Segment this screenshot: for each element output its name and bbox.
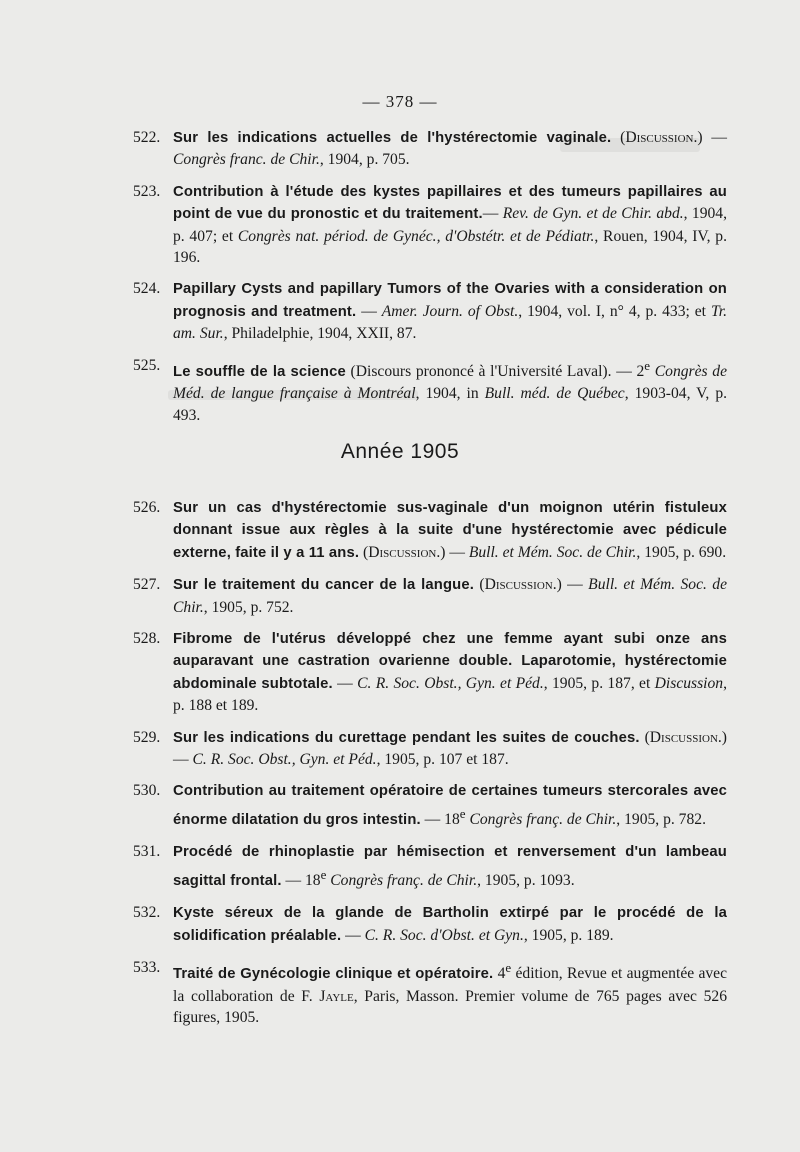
entry-journal: Amer. Journ. of Obst. (381, 302, 519, 320)
entry-citation: , 1905, p. 189. (523, 926, 614, 944)
entry-journal: Congrès franc. de Chir. (173, 151, 320, 169)
list-item (133, 127, 727, 171)
entry-title: Traité de Gynécologie clinique et opératoire. (173, 966, 494, 983)
entry-smallcaps: Jayle (319, 987, 354, 1005)
entry-journal: C. R. Soc. Obst., Gyn. et Péd. (357, 674, 544, 692)
entry-text: ( (611, 129, 626, 146)
entry-text: , 1904, vol. I, n° 4, p. 433; et (518, 302, 711, 320)
entry-journal: Discussion (654, 674, 724, 692)
entry-title: Sur les indications actuelles de l'hystérectomie vaginale. (173, 130, 612, 146)
entry-citation: , 1905, p. 107 et 187. (376, 751, 509, 769)
entry-text: 4 (493, 965, 506, 983)
section-heading-year (0, 440, 800, 464)
list-item (133, 780, 727, 831)
entry-text: , 1904, p. 407; et (173, 205, 728, 245)
entry-title: Sur un cas d'hystérectomie sus-vaginale d'un moignon utérin fistuleux donnant issue aux règles à la suite d'une hystérectomie avec pédicule externe, faite il y a 11 ans. (173, 500, 727, 561)
entry-text: .) — (693, 129, 727, 146)
entry-journal: Bull. et Mém. Soc. de Chir. (173, 576, 728, 616)
list-item (133, 355, 727, 426)
entry-journal: Bull. et Mém. Soc. de Chir. (468, 543, 637, 561)
entry-citation: , 1904, p. 705. (319, 151, 410, 169)
entry-number: 522. (133, 129, 161, 146)
entry-citation: , 1903-04, V, p. 493. (173, 385, 728, 424)
entry-journal: Congrès nat. périod. de Gynéc., d'Obstétr. et de Pédiatr. (237, 227, 595, 245)
entry-superscript: e (320, 866, 327, 882)
entry-smallcaps: Discussion (484, 576, 553, 594)
year-heading-text: Année 1905 (340, 440, 460, 463)
entry-superscript: e (644, 357, 651, 373)
entry-text: , 1904, in (415, 385, 485, 403)
entry-journal: Tr. am. Sur. (173, 302, 728, 343)
list-item (133, 957, 727, 1028)
entry-text: ( (639, 728, 650, 746)
entry-number: 527. (133, 576, 161, 594)
entry-number: 524. (133, 280, 161, 298)
list-item (133, 497, 727, 564)
entry-text: — 18 (420, 811, 460, 829)
entry-citation: , 1905, p. 752. (203, 598, 294, 616)
list-item (133, 574, 727, 618)
entry-text: ( (359, 543, 369, 561)
entry-citation: , 1905, p. 782. (616, 811, 706, 829)
entry-title: Kyste séreux de la glande de Bartholin extirpé par le procédé de la solidification préalable. (173, 905, 727, 944)
entry-journal: Congrès de Méd. de langue française à Montréal (173, 362, 727, 403)
entry-text: — 18 (281, 872, 321, 890)
entry-citation: , Philadelphie, 1904, XXII, 87. (223, 325, 417, 343)
entry-number: 523. (133, 182, 161, 200)
entry-text: .) — (552, 576, 589, 594)
entry-title: Contribution au traitement opératoire de certaines tumeurs stercorales avec énorme dilatation du gros intestin. (173, 783, 727, 829)
entry-smallcaps: Discussion (368, 543, 437, 561)
entry-text: , 1905, p. 187, et (543, 674, 655, 692)
entry-smallcaps: Discussion (649, 728, 718, 746)
list-item (133, 841, 727, 892)
list-item (133, 278, 727, 344)
entry-text: — (341, 926, 365, 944)
entry-citation: , Paris, Masson. Premier volume de 765 pages avec 526 figures, 1905. (173, 987, 727, 1027)
entry-text: — (482, 205, 503, 223)
entry-number: 529. (133, 728, 161, 746)
entry-title: Procédé de rhinoplastie par hémisection et renversement d'un lambeau sagittal frontal. (173, 844, 727, 890)
entry-number: 526. (133, 499, 161, 516)
entry-title: Papillary Cysts and papillary Tumors of the Ovaries with a consideration on prognosis and treatment. (173, 281, 727, 320)
entry-number: 533. (133, 959, 161, 977)
page-number: — 378 — (362, 92, 438, 111)
entry-text: — (356, 302, 382, 320)
entry-title: Sur le traitement du cancer de la langue. (173, 577, 475, 594)
entry-text: .) — (436, 543, 469, 561)
entry-number: 525. (133, 356, 161, 374)
entry-journal: Congrès franç. de Chir. (465, 811, 617, 829)
entry-text: .) — (173, 728, 727, 769)
entry-superscript: e (505, 960, 512, 976)
entry-title: Contribution à l'étude des kystes papillaires et des tumeurs papillaires au point de vue du pronostic et du traitement. (173, 183, 727, 223)
list-item (133, 727, 727, 771)
entry-superscript: e (459, 805, 466, 821)
entry-text: édition, Revue et augmentée avec la collaboration de F. (173, 965, 728, 1005)
entry-number: 531. (133, 843, 161, 861)
entry-number: 532. (133, 904, 161, 922)
list-item (133, 628, 727, 717)
entry-journal: Rev. de Gyn. et de Chir. abd. (502, 205, 684, 223)
entry-journal: C. R. Soc. d'Obst. et Gyn. (364, 926, 524, 944)
list-item (133, 902, 727, 947)
entry-journal: Bull. méd. de Québec (484, 385, 625, 403)
entry-citation: , 1905, p. 690. (636, 543, 727, 561)
entry-text: — (332, 674, 358, 692)
entry-journal: C. R. Soc. Obst., Gyn. et Péd. (192, 751, 377, 769)
entry-text: ( (474, 576, 485, 594)
entry-smallcaps: Discussion (625, 129, 694, 146)
entry-number: 528. (133, 630, 161, 648)
entry-citation: , Rouen, 1904, IV, p. 196. (173, 227, 727, 267)
entry-citation: , p. 188 et 189. (173, 674, 728, 715)
entries-list-1905 (133, 497, 727, 1039)
entry-title: Sur les indications du curettage pendant les suites de couches. (173, 729, 640, 746)
entry-title: Fibrome de l'utérus développé chez une femme ayant subi onze ans auparavant une castration ovarienne double. Laparotomie, hystérectomie abdominale subtotale. (173, 631, 727, 692)
entry-title: Le souffle de la science (173, 363, 346, 380)
entry-number: 530. (133, 782, 161, 800)
entry-text: (Discours prononcé à l'Université Laval). — 2 (345, 362, 645, 380)
entry-citation: , 1905, p. 1093. (477, 872, 575, 890)
list-item (133, 181, 727, 269)
entries-list-1904 (133, 127, 727, 436)
entry-journal: Congrès franç. de Chir. (326, 872, 478, 890)
